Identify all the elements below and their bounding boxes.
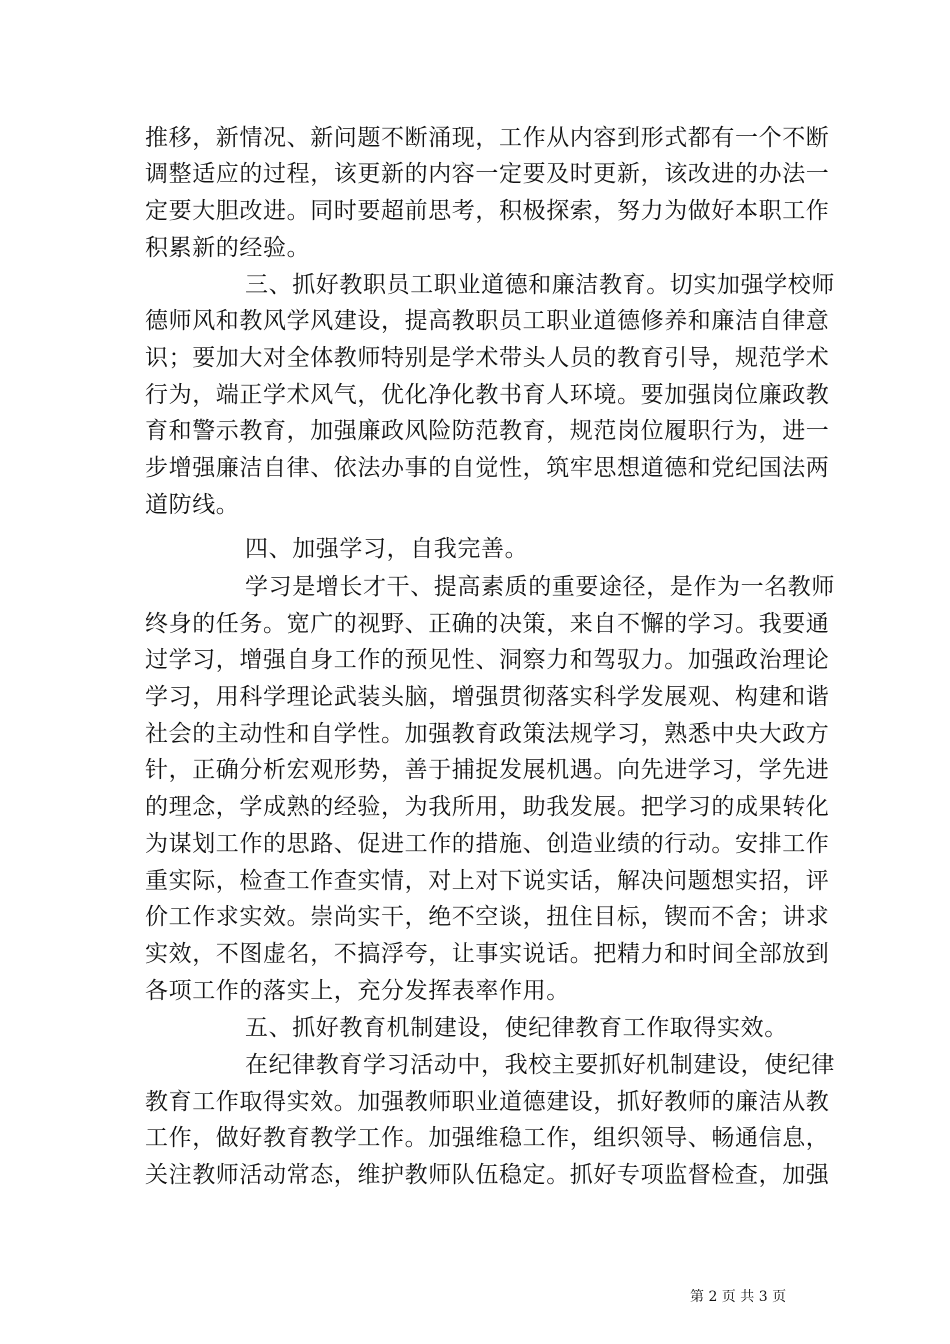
text-line: 实效，不图虚名，不搞浮夸，让事实说话。把精力和时间全部放到: [145, 941, 830, 967]
text-line: 积累新的经验。: [145, 235, 311, 261]
text-line: 关注教师活动常态，维护教师队伍稳定。抓好专项监督检查，加强: [145, 1162, 830, 1188]
text-line: 在纪律教育学习活动中，我校主要抓好机制建设，使纪律: [245, 1052, 835, 1078]
text-line: 为谋划工作的思路、促进工作的措施、创造业绩的行动。安排工作: [145, 831, 830, 857]
text-line: 的理念，学成熟的经验，为我所用，助我发展。把学习的成果转化: [145, 794, 830, 820]
text-line: 育和警示教育，加强廉政风险防范教育，规范岗位履职行为，进一: [145, 418, 830, 444]
section-heading: 三、抓好教职员工职业道德和廉洁教育。切实加强学校师: [245, 272, 835, 298]
text-line: 步增强廉洁自律、依法办事的自觉性，筑牢思想道德和党纪国法两: [145, 455, 830, 481]
text-line: 针，正确分析宏观形势，善于捕捉发展机遇。向先进学习，学先进: [145, 757, 830, 783]
text-line: 学习，用科学理论武装头脑，增强贯彻落实科学发展观、构建和谐: [145, 684, 830, 710]
text-line: 终身的任务。宽广的视野、正确的决策，来自不懈的学习。我要通: [145, 611, 830, 637]
text-line: 学习是增长才干、提高素质的重要途径，是作为一名教师: [245, 574, 835, 600]
text-line: 行为，端正学术风气，优化净化教书育人环境。要加强岗位廉政教: [145, 382, 830, 408]
text-line: 重实际，检查工作查实情，对上对下说实话，解决问题想实招，评: [145, 868, 830, 894]
text-line: 识；要加大对全体教师特别是学术带头人员的教育引导，规范学术: [145, 345, 830, 371]
page-number: 第 2 页 共 3 页: [690, 1289, 787, 1305]
text-line: 调整适应的过程，该更新的内容一定要及时更新，该改进的办法一: [145, 161, 830, 187]
section-heading: 四、加强学习，自我完善。: [245, 536, 529, 562]
text-line: 推移，新情况、新问题不断涌现，工作从内容到形式都有一个不断: [145, 125, 830, 151]
text-line: 教育工作取得实效。加强教师职业道德建设，抓好教师的廉洁从教: [145, 1089, 830, 1115]
text-line: 各项工作的落实上，充分发挥表率作用。: [145, 978, 570, 1004]
text-line: 过学习，增强自身工作的预见性、洞察力和驾驭力。加强政治理论: [145, 647, 830, 673]
text-line: 价工作求实效。崇尚实干，绝不空谈，扭住目标，锲而不舍；讲求: [145, 904, 830, 930]
text-line: 定要大胆改进。同时要超前思考，积极探索，努力为做好本职工作: [145, 198, 830, 224]
text-line: 工作，做好教育教学工作。加强维稳工作，组织领导、畅通信息，: [145, 1125, 830, 1151]
text-line: 道防线。: [145, 492, 240, 518]
text-line: 社会的主动性和自学性。加强教育政策法规学习，熟悉中央大政方: [145, 721, 830, 747]
section-heading: 五、抓好教育机制建设，使纪律教育工作取得实效。: [245, 1015, 788, 1041]
text-line: 德师风和教风学风建设，提高教职员工职业道德修养和廉洁自律意: [145, 308, 830, 334]
